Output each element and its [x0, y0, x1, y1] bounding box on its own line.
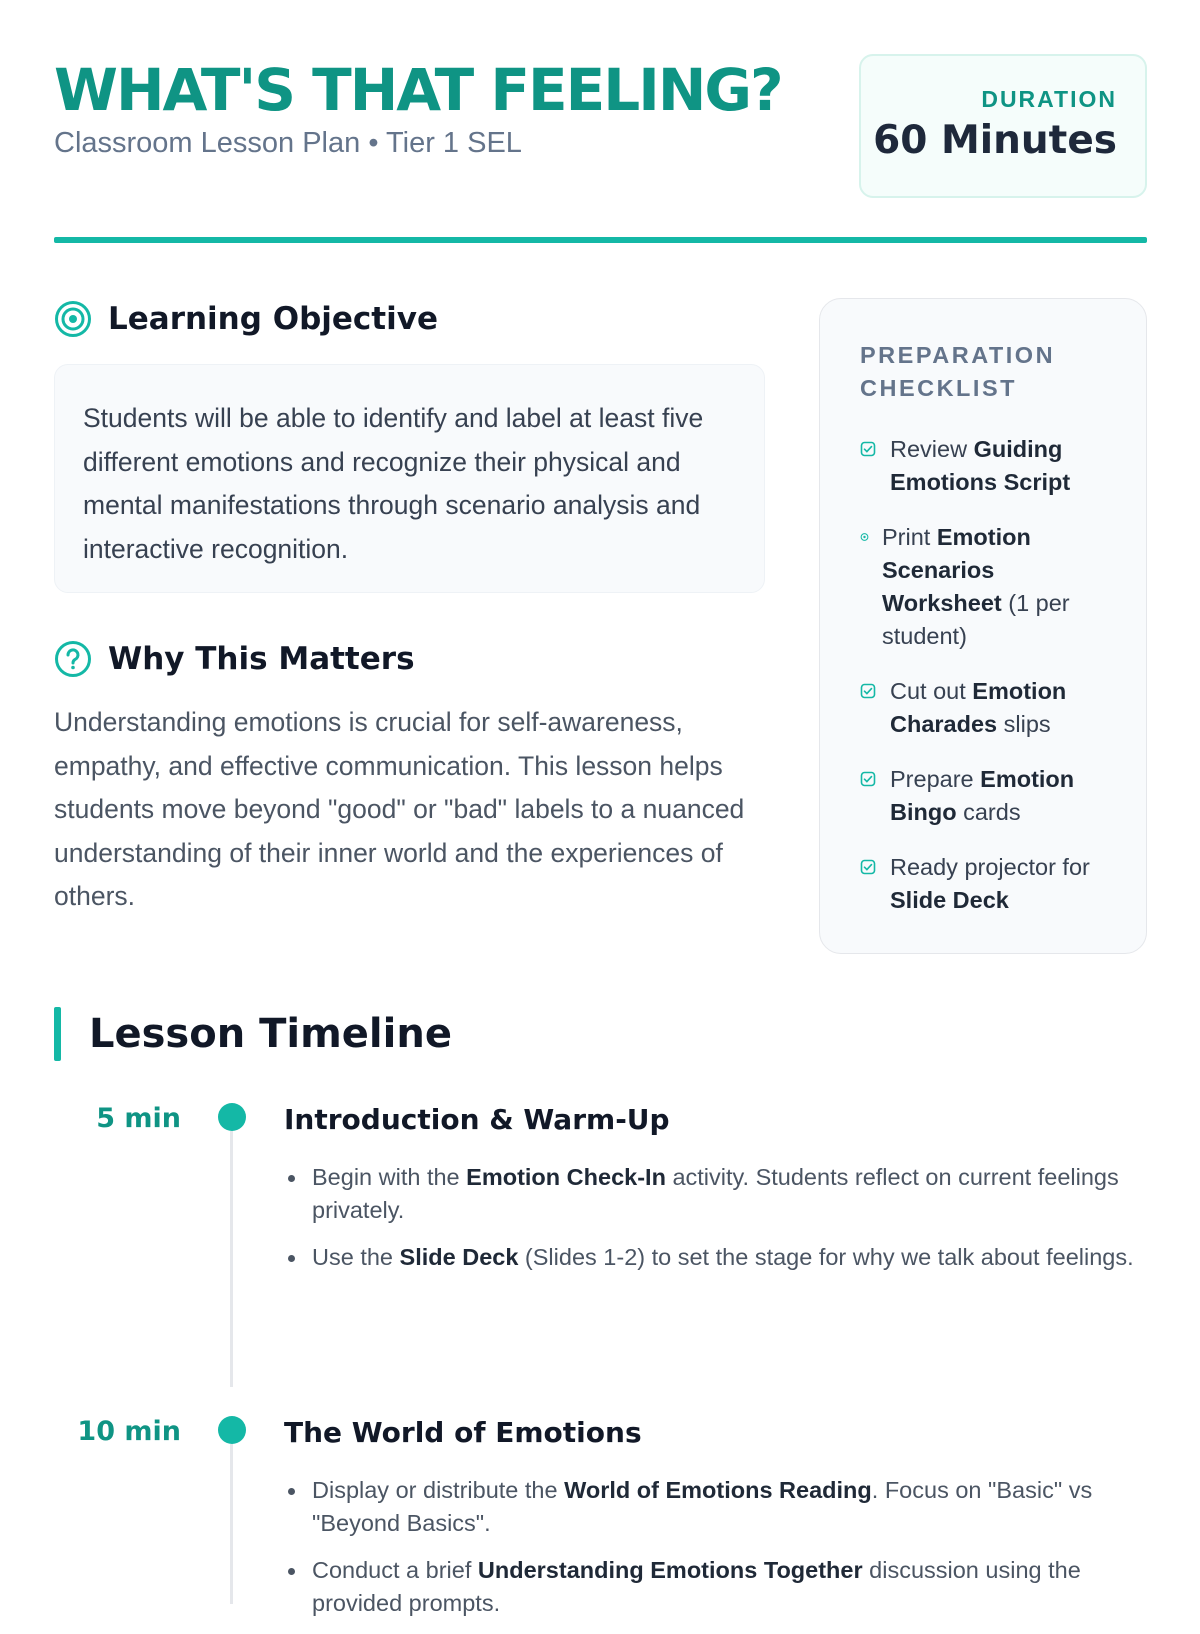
checkbox-icon — [860, 771, 876, 787]
timeline-line — [230, 1444, 233, 1604]
preparation-checklist — [819, 298, 1147, 954]
checklist-item-text: Cut out Emotion Charades slips — [890, 678, 1067, 737]
checkbox-icon — [860, 859, 876, 875]
step-title: Introduction & Warm-Up — [284, 1103, 670, 1136]
why-heading: Why This Matters — [108, 641, 415, 677]
duration-label: DURATION — [981, 86, 1117, 112]
step-bullets — [284, 1161, 1144, 1288]
why-text: Understanding emotions is crucial for self-awareness, empathy, and effective communication. This lesson helps students move beyond "good" or "bad" labels to a nuanced understanding of their inner world and the experiences of others. — [54, 707, 745, 911]
checklist-item-text: Print Emotion Scenarios Worksheet (1 per student) — [882, 524, 1070, 649]
timeline-accent-bar — [54, 1007, 61, 1061]
step-bullets — [284, 1474, 1144, 1634]
timeline-dot — [218, 1103, 246, 1131]
checklist-item-text: Review Guiding Emotions Script — [890, 436, 1071, 495]
why-heading-row — [54, 640, 415, 678]
checklist-item[interactable] — [860, 521, 1106, 653]
question-icon — [54, 640, 92, 678]
timeline-line — [230, 1131, 233, 1387]
checklist-item-text: Ready projector for Slide Deck — [890, 854, 1090, 913]
checklist-item[interactable] — [860, 851, 1106, 917]
objective-heading: Learning Objective — [108, 301, 438, 337]
checklist-item[interactable] — [860, 763, 1106, 829]
header-divider — [54, 237, 1147, 243]
checklist-item-text: Prepare Emotion Bingo cards — [890, 766, 1075, 825]
timeline-dot — [218, 1416, 246, 1444]
lesson-subtitle: Classroom Lesson Plan • Tier 1 SEL — [54, 127, 522, 159]
lesson-header — [54, 50, 1147, 200]
step-bullet: Use the Slide Deck (Slides 1-2) to set the stage for why we talk about feelings. — [284, 1241, 1144, 1274]
step-title: The World of Emotions — [284, 1416, 642, 1449]
duration-value: 60 Minutes — [873, 118, 1117, 163]
lesson-title: WHAT'S THAT FEELING? — [54, 56, 782, 124]
timeline-heading-row — [54, 1007, 452, 1061]
checkbox-icon — [860, 441, 876, 457]
checklist-item[interactable] — [860, 675, 1106, 741]
checkbox-icon — [860, 529, 872, 545]
duration-card — [859, 54, 1147, 198]
step-duration: 5 min — [96, 1103, 181, 1134]
objective-heading-row — [54, 300, 438, 338]
checklist-items — [860, 433, 1106, 917]
step-duration: 10 min — [77, 1416, 181, 1447]
step-bullet: Conduct a brief Understanding Emotions Together discussion using the provided prompts. — [284, 1554, 1144, 1620]
timeline-heading: Lesson Timeline — [89, 1011, 452, 1057]
objective-text: Students will be able to identify and label at least five different emotions and recognize their physical and mental manifestations through scenario analysis and interactive recognition. — [54, 364, 765, 593]
checkbox-icon — [860, 683, 876, 699]
step-bullet: Begin with the Emotion Check-In activity. Students reflect on current feelings privately. — [284, 1161, 1144, 1227]
checklist-item[interactable] — [860, 433, 1106, 499]
step-bullet: Display or distribute the World of Emotions Reading. Focus on "Basic" vs "Beyond Basics". — [284, 1474, 1144, 1540]
target-icon — [54, 300, 92, 338]
checklist-title: PREPARATION CHECKLIST — [860, 342, 1056, 401]
